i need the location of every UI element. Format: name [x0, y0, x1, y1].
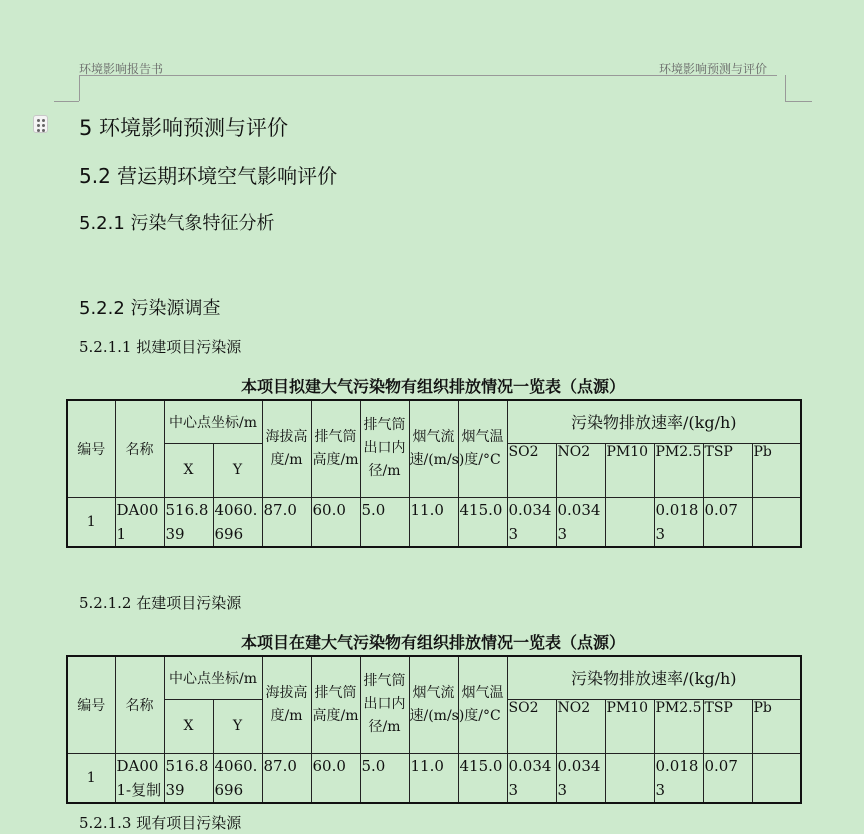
table2-title: 本项目在建大气污染物有组织排放情况一览表（点源） — [240, 633, 625, 652]
th-no2: NO2 — [556, 699, 605, 753]
table2 — [66, 655, 802, 804]
th-x: X — [164, 699, 213, 753]
cell-altitude: 87.0 — [262, 497, 311, 547]
th-no: 编号 — [67, 656, 115, 753]
cell-stack-height: 60.0 — [311, 753, 360, 803]
cell-tsp: 0.07 — [703, 497, 752, 547]
th-gas-temperature: 烟气温度/°C — [458, 656, 507, 753]
th-coord: 中心点坐标/m — [164, 656, 262, 699]
th-stack-diameter: 排气筒出口内径/m — [360, 400, 409, 497]
cell-no: 1 — [67, 753, 115, 803]
th-tsp: TSP — [703, 699, 752, 753]
cell-tsp: 0.07 — [703, 753, 752, 803]
th-stack-diameter: 排气筒出口内径/m — [360, 656, 409, 753]
th-no2: NO2 — [556, 443, 605, 497]
th-name: 名称 — [115, 656, 164, 753]
heading-subsection: 5.2.1 污染气象特征分析 — [79, 213, 275, 234]
margin-tick-left — [54, 101, 79, 102]
table-row — [67, 753, 801, 803]
th-pm10: PM10 — [605, 699, 654, 753]
cell-pb — [752, 753, 801, 803]
cell-gas-velocity: 11.0 — [409, 753, 458, 803]
cell-name: DA001 — [115, 497, 164, 547]
cell-name: DA001-复制 — [115, 753, 164, 803]
cell-pm25: 0.0183 — [654, 753, 703, 803]
th-altitude: 海拔高度/m — [262, 400, 311, 497]
cell-gas-temperature: 415.0 — [458, 497, 507, 547]
cell-stack-height: 60.0 — [311, 497, 360, 547]
cell-pm10 — [605, 497, 654, 547]
cell-no2: 0.0343 — [556, 753, 605, 803]
th-emission-rate: 污染物排放速率/(kg/h) — [507, 656, 801, 699]
table1-title: 本项目拟建大气污染物有组织排放情况一览表（点源） — [240, 377, 625, 396]
th-gas-velocity: 烟气流速/(m/s) — [409, 400, 458, 497]
th-emission-rate: 污染物排放速率/(kg/h) — [507, 400, 801, 443]
heading-pollution-source: 5.2.2 污染源调查 — [79, 298, 221, 319]
table-row — [67, 497, 801, 547]
th-y: Y — [213, 443, 262, 497]
cell-y: 4060.696 — [213, 753, 262, 803]
header-right: 环境影响预测与评价 — [659, 62, 768, 76]
th-so2: SO2 — [507, 699, 556, 753]
th-pm10: PM10 — [605, 443, 654, 497]
cell-gas-temperature: 415.0 — [458, 753, 507, 803]
cell-x: 516.839 — [164, 753, 213, 803]
cell-stack-diameter: 5.0 — [360, 497, 409, 547]
th-no: 编号 — [67, 400, 115, 497]
th-gas-velocity: 烟气流速/(m/s) — [409, 656, 458, 753]
th-pb: Pb — [752, 443, 801, 497]
cell-stack-diameter: 5.0 — [360, 753, 409, 803]
cell-gas-velocity: 11.0 — [409, 497, 458, 547]
th-stack-height: 排气筒高度/m — [311, 656, 360, 753]
header-rule — [79, 75, 777, 76]
drag-handle-icon[interactable] — [33, 115, 48, 133]
th-gas-temperature: 烟气温度/°C — [458, 400, 507, 497]
th-name: 名称 — [115, 400, 164, 497]
cell-pm10 — [605, 753, 654, 803]
cell-so2: 0.0343 — [507, 497, 556, 547]
header-left: 环境影响报告书 — [79, 62, 164, 76]
heading-section: 5.2 营运期环境空气影响评价 — [79, 164, 338, 188]
heading-existing-sources: 5.2.1.3 现有项目污染源 — [79, 814, 242, 832]
heading-planned-sources: 5.2.1.1 拟建项目污染源 — [79, 338, 242, 356]
cell-no: 1 — [67, 497, 115, 547]
heading-chapter: 5 环境影响预测与评价 — [79, 116, 289, 140]
cell-so2: 0.0343 — [507, 753, 556, 803]
table1 — [66, 399, 802, 548]
cell-no2: 0.0343 — [556, 497, 605, 547]
th-altitude: 海拔高度/m — [262, 656, 311, 753]
th-so2: SO2 — [507, 443, 556, 497]
th-pb: Pb — [752, 699, 801, 753]
cell-y: 4060.696 — [213, 497, 262, 547]
th-x: X — [164, 443, 213, 497]
cell-pm25: 0.0183 — [654, 497, 703, 547]
th-tsp: TSP — [703, 443, 752, 497]
cell-x: 516.839 — [164, 497, 213, 547]
margin-tick-right — [785, 101, 812, 102]
heading-under-construction-sources: 5.2.1.2 在建项目污染源 — [79, 594, 242, 612]
th-y: Y — [213, 699, 262, 753]
th-coord: 中心点坐标/m — [164, 400, 262, 443]
margin-mark-right — [785, 75, 786, 101]
th-stack-height: 排气筒高度/m — [311, 400, 360, 497]
cell-pb — [752, 497, 801, 547]
th-pm25: PM2.5 — [654, 699, 703, 753]
th-pm25: PM2.5 — [654, 443, 703, 497]
margin-mark-left — [79, 75, 80, 101]
cell-altitude: 87.0 — [262, 753, 311, 803]
